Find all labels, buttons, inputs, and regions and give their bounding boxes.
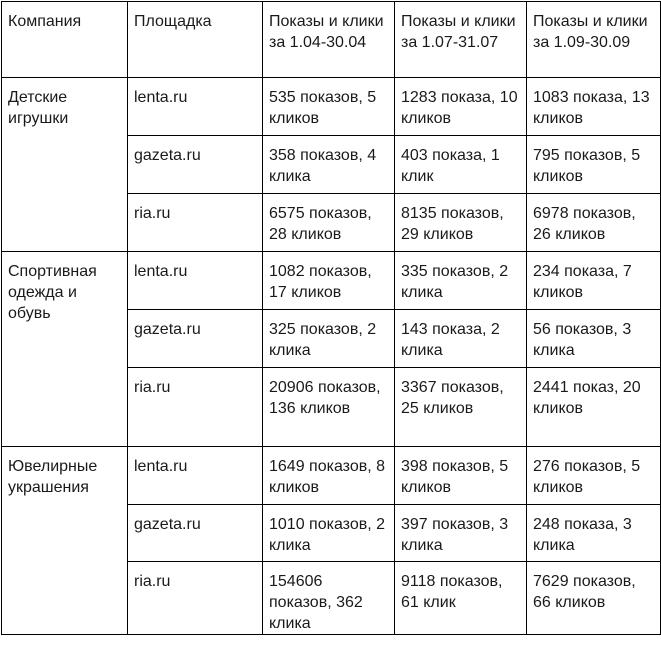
site-cell: gazeta.ru [128,136,263,194]
site-cell: lenta.ru [128,447,263,505]
period-1-cell: 154606 показов, 362 клика [263,562,395,635]
header-company: Компания [2,2,128,78]
period-3-cell: 276 показов, 5 кликов [527,447,661,505]
site-cell: ria.ru [128,562,263,635]
table-row [2,447,661,505]
company-cell: Ювелирные украшения [2,447,128,635]
header-period-3: Показы и клики за 1.09-30.09 [527,2,661,78]
period-2-cell: 143 показа, 2 клика [395,310,527,368]
header-site: Площадка [128,2,263,78]
header-period-2: Показы и клики за 1.07-31.07 [395,2,527,78]
site-cell: lenta.ru [128,252,263,310]
period-2-cell: 397 показов, 3 клика [395,505,527,562]
site-cell: ria.ru [128,194,263,252]
period-3-cell: 7629 показов, 66 кликов [527,562,661,635]
period-2-cell: 1283 показа, 10 кликов [395,78,527,136]
period-1-cell: 1649 показов, 8 кликов [263,447,395,505]
table-row [2,78,661,136]
company-cell: Детские игрушки [2,78,128,252]
period-2-cell: 9118 показов, 61 клик [395,562,527,635]
period-1-cell: 358 показов, 4 клика [263,136,395,194]
site-cell: gazeta.ru [128,310,263,368]
period-1-cell: 6575 показов, 28 кликов [263,194,395,252]
header-row [2,2,661,78]
period-1-cell: 325 показов, 2 клика [263,310,395,368]
period-2-cell: 403 показа, 1 клик [395,136,527,194]
period-3-cell: 6978 показов, 26 кликов [527,194,661,252]
company-cell: Спортивная одежда и обувь [2,252,128,447]
period-1-cell: 1010 показов, 2 клика [263,505,395,562]
period-3-cell: 248 показа, 3 клика [527,505,661,562]
period-1-cell: 20906 показов, 136 кликов [263,368,395,447]
header-period-1: Показы и клики за 1.04-30.04 [263,2,395,78]
stats-table [1,1,661,635]
table-row [2,252,661,310]
period-3-cell: 234 показа, 7 кликов [527,252,661,310]
site-cell: gazeta.ru [128,505,263,562]
period-3-cell: 56 показов, 3 клика [527,310,661,368]
period-2-cell: 398 показов, 5 кликов [395,447,527,505]
period-2-cell: 335 показов, 2 клика [395,252,527,310]
period-2-cell: 8135 показов, 29 кликов [395,194,527,252]
period-2-cell: 3367 показов, 25 кликов [395,368,527,447]
period-1-cell: 535 показов, 5 кликов [263,78,395,136]
period-3-cell: 1083 показа, 13 кликов [527,78,661,136]
site-cell: lenta.ru [128,78,263,136]
period-1-cell: 1082 показов, 17 кликов [263,252,395,310]
site-cell: ria.ru [128,368,263,447]
period-3-cell: 795 показов, 5 кликов [527,136,661,194]
period-3-cell: 2441 показ, 20 кликов [527,368,661,447]
